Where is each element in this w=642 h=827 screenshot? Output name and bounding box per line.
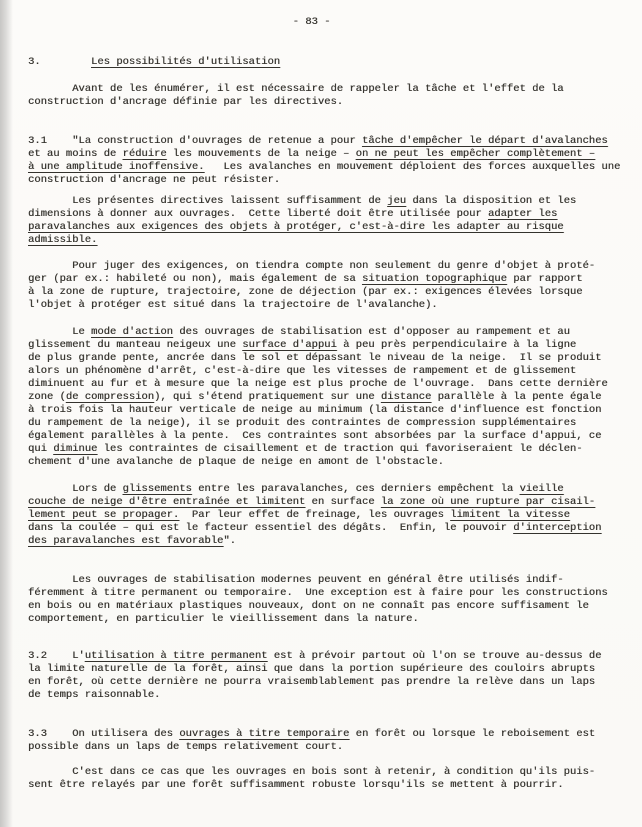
underlined-text-segment: distance: [380, 391, 432, 403]
paragraph-exigences: [28, 260, 638, 312]
text-segment: de temps raisonnable.: [28, 689, 161, 701]
text-line: [28, 352, 638, 365]
text-segment: C'est dans ce cas que les ouvrages en bois sont à retenir, à condition qu'ils puis-: [28, 766, 596, 778]
text-line: [28, 613, 638, 626]
paragraph-mode-action: [28, 326, 638, 469]
underlined-text-segment: jeu: [387, 195, 407, 207]
underlined-text-segment: paravalanches aux exigences des objets à protéger, c'est-à-dire les adapter au risque: [28, 221, 564, 233]
text-line: [28, 483, 638, 496]
intro-paragraph: [28, 83, 638, 109]
text-line: [28, 56, 638, 69]
text-line: [28, 365, 638, 378]
text-line: [28, 195, 638, 208]
text-segment: chement d'une avalanche de plaque de neige en amont de l'obstacle.: [28, 456, 444, 468]
text-line: [28, 391, 638, 404]
text-segment: les contraintes de cisaillement et de traction qui favoriseraient le déclen-: [97, 443, 583, 455]
text-line: [28, 676, 638, 689]
text-line: [28, 16, 638, 29]
text-line: [28, 148, 638, 161]
text-line: [28, 161, 638, 174]
paragraph-ouvrages-modernes: [28, 574, 638, 626]
underlined-text-segment: d'interception: [513, 522, 602, 534]
text-segment: zone (: [28, 391, 66, 403]
text-segment: dans la coulée – qui est le facteur essentiel des dégâts. Enfin, le pouvoir: [28, 522, 514, 534]
text-segment: les mouvements de la neige –: [166, 148, 356, 160]
text-line: [28, 779, 638, 792]
text-line: [28, 509, 638, 522]
text-segment: ".: [223, 535, 236, 547]
text-segment: ger (par ex.: habileté ou non), mais également de sa: [28, 273, 362, 285]
text-segment: 3.3 On utilisera des: [28, 728, 180, 740]
scan-edge-shadow: [0, 0, 13, 827]
text-segment: en surface: [305, 496, 381, 508]
underlined-text-segment: admissible.: [28, 234, 98, 246]
text-segment: 3.1 "La construction d'ouvrages de retenue a pour: [28, 135, 362, 147]
text-line: [28, 378, 638, 391]
text-line: [28, 339, 638, 352]
document-content: [28, 0, 638, 792]
section-3-1-paragraph-2: [28, 195, 638, 247]
text-segment: l'objet à protéger est situé dans la trajectoire de l'avalanche).: [28, 299, 438, 311]
text-segment: alors un phénomène d'arrêt, c'est-à-dire que les vitesses de rampement et de glissement: [28, 365, 577, 377]
text-line: [28, 174, 638, 187]
paragraph-ouvrages-bois: [28, 766, 638, 792]
text-line: [28, 96, 638, 109]
underlined-text-segment: à une amplitude inoffensive.: [28, 161, 205, 173]
text-line: [28, 286, 638, 299]
text-segment: Les ouvrages de stabilisation modernes peuvent en général être utilisés indif-: [28, 574, 564, 586]
text-segment: du rampement de la neige), il se produit des contraintes de compression supplémentaires: [28, 417, 577, 429]
text-line: [28, 456, 638, 469]
section-3-3-paragraph: [28, 728, 638, 754]
text-line: [28, 430, 638, 443]
text-line: [28, 135, 638, 148]
text-segment: à la zone de rupture, trajectoire, zone de déjection (par ex.: exigences élevées lorsque: [28, 286, 583, 298]
text-line: [28, 417, 638, 430]
text-segment: la limite naturelle de la forêt, ainsi que dans la portion supérieure des couloirs abrupts: [28, 663, 596, 675]
underlined-text-segment: on ne peut les empêcher complètement –: [355, 148, 596, 160]
text-segment: dans la disposition et les: [406, 195, 577, 207]
underlined-text-segment: utilisation à titre permanent: [84, 650, 268, 662]
text-segment: sent être relayés par une forêt suffisamment robuste lorsqu'ils se mettent à pourrir.: [28, 779, 564, 791]
text-segment: comportement, en particulier le vieillissement dans la nature.: [28, 613, 419, 625]
text-segment: entre les paravalanches, ces derniers empêchent la: [191, 483, 520, 495]
text-line: [28, 273, 638, 286]
text-line: [28, 208, 638, 221]
underlined-text-segment: adapter les: [487, 208, 558, 220]
text-line: [28, 574, 638, 587]
text-segment: - 83 -: [28, 16, 331, 28]
text-line: [28, 299, 638, 312]
text-line: [28, 689, 638, 702]
underlined-text-segment: mode d'action: [91, 326, 173, 338]
text-line: [28, 587, 638, 600]
text-line: [28, 728, 638, 741]
underlined-text-segment: limitent la vitesse: [450, 509, 570, 521]
text-segment: parallèle à la pente égale: [431, 391, 602, 403]
text-line: [28, 600, 638, 613]
section-3-1-paragraph-1: [28, 135, 638, 187]
text-segment: à peu près perpendiculaire à la ligne: [336, 339, 577, 351]
text-line: [28, 234, 638, 247]
text-segment: Les présentes directives laissent suffisamment de: [28, 195, 388, 207]
text-line: [28, 83, 638, 96]
text-line: [28, 404, 638, 417]
underlined-text-segment: surface d'appui: [242, 339, 337, 351]
text-segment: par rapport: [506, 273, 583, 285]
section-3-heading: [28, 56, 638, 69]
section-3-2-paragraph: [28, 650, 638, 702]
text-segment: glissement du manteau neigeux une: [28, 339, 243, 351]
underlined-text-segment: vieille: [519, 483, 564, 495]
text-line: [28, 650, 638, 663]
underlined-text-segment: glissements: [122, 483, 192, 495]
text-line: [28, 522, 638, 535]
text-segment: féremment à titre permanent ou temporaire. Une exception est à faire pour les constructions: [28, 587, 608, 599]
underlined-text-segment: Les possibilités d'utilisation: [91, 56, 281, 68]
text-segment: également parallèles à la pente. Ces contraintes sont absorbées par la surface d'appui, ce: [28, 430, 602, 442]
text-segment: 3.: [28, 56, 92, 68]
text-line: [28, 326, 638, 339]
underlined-text-segment: tâche d'empêcher le départ d'avalanches: [361, 135, 608, 147]
text-line: [28, 443, 638, 456]
underlined-text-segment: situation topographique: [361, 273, 507, 285]
underlined-text-segment: ouvrages à titre temporaire: [179, 728, 350, 740]
text-line: [28, 663, 638, 676]
underlined-text-segment: de compression: [65, 391, 155, 403]
text-line: [28, 496, 638, 509]
text-segment: est à prévoir partout où l'on se trouve au-dessus de: [267, 650, 602, 662]
paragraph-glissements: [28, 483, 638, 548]
text-segment: Avant de les énumérer, il est nécessaire de rappeler la tâche et l'effet de la: [28, 83, 564, 95]
underlined-text-segment: couche de neige d'être entraînée et limitent: [28, 496, 306, 508]
underlined-text-segment: lement peut se propager.: [28, 509, 180, 521]
text-segment: des ouvrages de stabilisation est d'opposer au rampement et au: [172, 326, 570, 338]
text-line: [28, 260, 638, 273]
text-segment: Les avalanches en mouvement déploient des forces auxquelles une: [204, 161, 621, 173]
page-number: [28, 16, 638, 29]
text-line: [28, 535, 638, 548]
underlined-text-segment: diminue: [53, 443, 98, 455]
text-segment: et au moins de: [28, 148, 123, 160]
text-segment: diminuent au fur et à mesure que la neige est plus proche de l'ouvrage. Dans cette dernière: [28, 378, 608, 390]
text-segment: construction d'ancrage définie par les directives.: [28, 96, 344, 108]
text-line: [28, 741, 638, 754]
text-segment: 3.2 L': [28, 650, 85, 662]
text-segment: à trois fois la hauteur verticale de neige au minimum (la distance d'influence est fonction: [28, 404, 602, 416]
underlined-text-segment: la zone où une rupture par cisail-: [380, 496, 596, 508]
text-line: [28, 221, 638, 234]
text-segment: en bois ou en matériaux plastiques nouveaux, dont on ne connaît pas encore suffisament le: [28, 600, 589, 612]
text-segment: en forêt, où cette dernière ne pourra vraisemblablement pas prendre la relève dans un laps: [28, 676, 596, 688]
text-segment: en forêt ou lorsque le reboisement est: [349, 728, 596, 740]
text-line: [28, 766, 638, 779]
text-segment: qui: [28, 443, 54, 455]
underlined-text-segment: réduire: [122, 148, 167, 160]
text-segment: possible dans un laps de temps relativement court.: [28, 741, 344, 753]
text-segment: Par leur effet de freinage, les ouvrages: [179, 509, 451, 521]
text-segment: ), qui s'étend pratiquement sur une: [154, 391, 381, 403]
text-segment: Le: [28, 326, 92, 338]
text-segment: dimensions à donner aux ouvrages. Cette liberté doit être utilisée pour: [28, 208, 488, 220]
underlined-text-segment: des paravalanches est favorable: [28, 535, 224, 547]
text-segment: de plus grande pente, ancrée dans le sol et dépassant le niveau de la neige. Il se produit: [28, 352, 602, 364]
text-segment: Lors de: [28, 483, 123, 495]
text-segment: construction d'ancrage ne peut résister.: [28, 174, 281, 186]
text-segment: Pour juger des exigences, on tiendra compte non seulement du genre d'objet à proté-: [28, 260, 596, 272]
